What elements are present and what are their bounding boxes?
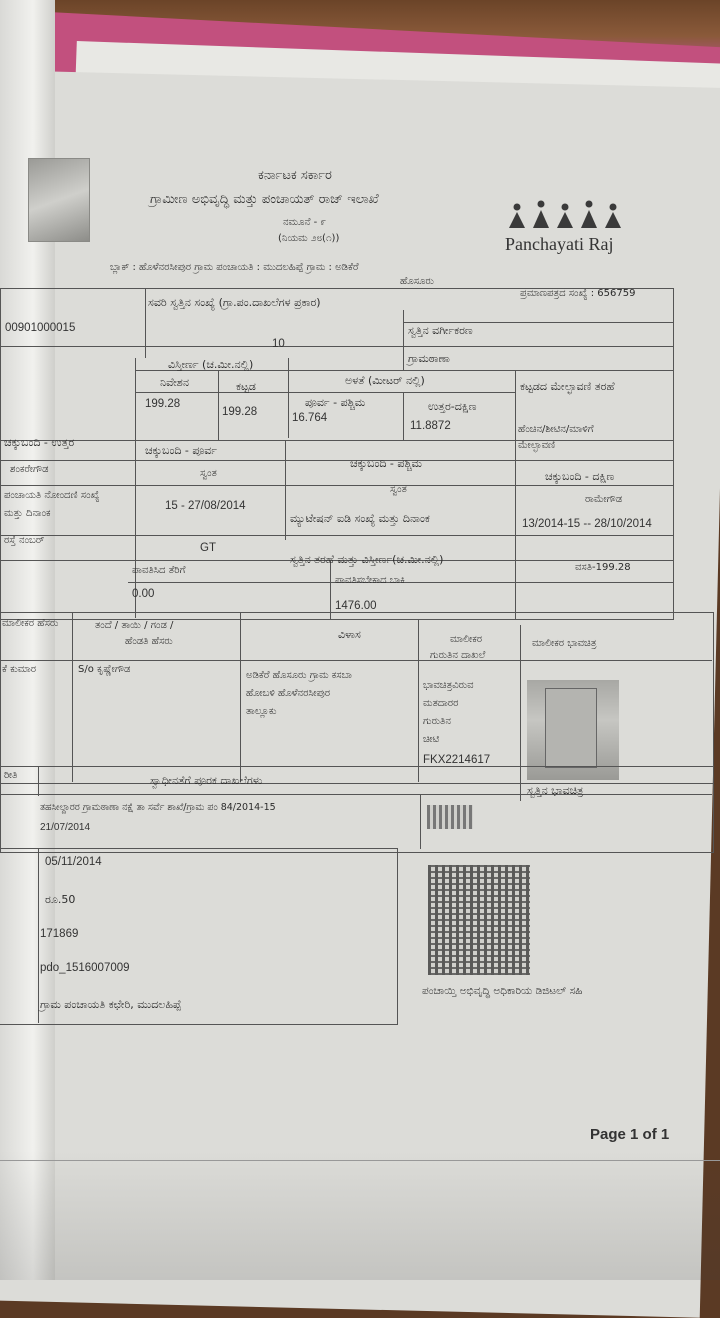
panchayati-raj-text: Panchayati Raj: [505, 234, 614, 254]
receipt-number: 171869: [40, 928, 79, 940]
document-date: 21/07/2014: [40, 822, 91, 833]
qr-code-icon: [428, 865, 530, 975]
owner-photo: [527, 680, 619, 780]
bound-east-label: ಚಕ್ಕುಬಂದಿ - ಪೂರ್ವ: [145, 444, 218, 457]
document-entry: ತಹಸೀಲ್ದಾರರ ಗ್ರಾಮಠಾಣಾ ನಕ್ಷೆ ತಾ ಸರ್ವೆ ಶಾಖೆ/ಗ್ರಾಮ ಪಂ 84/2014-15: [40, 802, 276, 813]
voter-id-number: FKX2214617: [423, 754, 491, 766]
tax-due-label: ಪಾವತಿಸಬೇಕಾದ ಬಾಕಿ: [335, 575, 405, 586]
bound-north-value: ಶಂಕರೇಗೌಡ: [10, 464, 49, 475]
fee-value: ರೂ.50: [45, 893, 76, 906]
id-value-3: ಗುರುತಿನ: [423, 716, 451, 727]
east-west-value: 16.764: [292, 412, 328, 424]
govt-title: ಕರ್ನಾಟಕ ಸರ್ಕಾರ: [258, 168, 332, 183]
north-south-value: 11.8872: [410, 420, 451, 432]
building-label: ಕಟ್ಟಡ: [236, 380, 256, 393]
people-icon: [505, 200, 625, 230]
dimension-label: ಅಳತೆ (ಮೀಟರ್ ನಲ್ಲಿ): [345, 374, 425, 387]
property-photo-label: ಸ್ವತ್ತಿನ ಭಾವಚಿತ್ರ: [527, 784, 584, 797]
bound-south-label: ಚಕ್ಕುಬಂದಿ - ದಕ್ಷಿಣ: [545, 470, 615, 483]
road-label: ರಸ್ತೆ ನಂಬರ್: [4, 535, 45, 546]
department-title: ಗ್ರಾಮೀಣ ಅಭಿವೃದ್ಧಿ ಮತ್ತು ಪಂಚಾಯತ್ ರಾಜ್ ಇಲಾಖೆ: [150, 192, 379, 207]
id-value-2: ಮತದಾರರ: [423, 698, 459, 709]
office-name: ಗ್ರಾಮ ಪಂಚಾಯತಿ ಕಛೇರಿ, ಮುದಲಹಿಪ್ಪೆ: [40, 998, 182, 1011]
issue-date: 05/11/2014: [45, 856, 102, 868]
building-area-value: 199.28: [222, 406, 258, 418]
roof-label: ಕಟ್ಟಡದ ಮೇಲ್ಛಾವಣಿ ತರಹೆ: [520, 380, 615, 393]
address-value-3: ತಾಲ್ಲೂಕು: [246, 706, 277, 717]
tax-paid-value: 0.00: [132, 588, 155, 600]
page-number: Page 1 of 1: [590, 1126, 670, 1143]
id-value: ಭಾವಚಿತ್ರವಿರುವ: [423, 680, 474, 691]
digital-signature-label: ಪಂಚಾಯ್ತಿ ಅಭಿವೃದ್ಧಿ ಅಧಿಕಾರಿಯ ಡಿಜಿಟಲ್ ಸಹಿ: [422, 985, 583, 997]
roof-value-2: ಮೇಲ್ಛಾವಣಿ: [518, 440, 556, 451]
category-label: ಸ್ವತ್ತಿನ ವರ್ಗೀಕರಣ: [408, 324, 473, 337]
address-value-2: ಹೋಬಳಿ ಹೊಳೆನರಸೀಪುರ: [246, 688, 330, 699]
bound-east-value: ಸ್ವಂತ: [200, 468, 217, 479]
site-area-value: 199.28: [145, 398, 181, 410]
owner-name-label: ಮಾಲೀಕರ ಹೆಸರು: [2, 618, 59, 629]
location-line: ಬ್ಲಾಕ್ : ಹೊಳೆನರಸೀಪುರ ಗ್ರಾಮ ಪಂಚಾಯತಿ : ಮುದಲಹಿಪ್ಪೆ ಗ್ರಾಮ : ಅಡಿಕೆರೆ: [110, 262, 359, 273]
panchayati-raj-logo: [505, 200, 630, 254]
id-label-2: ಗುರುತಿನ ದಾಖಲೆ: [430, 650, 486, 661]
property-table: [0, 288, 674, 620]
property-id: 00901000015: [5, 322, 76, 334]
documents-index-label: ರೀತಿ: [4, 770, 18, 781]
registration-value: 15 - 27/08/2014: [165, 500, 246, 512]
karnataka-emblem-icon: [28, 158, 90, 242]
father-label-2: ಹೆಂಡತಿ ಹೆಸರು: [125, 636, 173, 647]
address-label: ವಿಳಾಸ: [338, 628, 361, 641]
person-icon: [545, 688, 597, 768]
registration-label: ಪಂಚಾಯತಿ ನೋಂದಣಿ ಸಂಖ್ಯೆ: [4, 490, 100, 501]
tax-paid-label: ಪಾವತಿಸಿದ ತೆರಿಗೆ: [132, 565, 186, 576]
type-area-value: ವಸತಿ-199.28: [575, 562, 631, 573]
address-value: ಅಡಿಕೆರೆ ಹೊಸೂರು ಗ್ರಾಮ ಕಸಬಾ: [246, 670, 352, 681]
page-shadow: [0, 1150, 720, 1280]
road-value: GT: [200, 542, 216, 554]
father-value: S/o ಕೃಷ್ಣೇಗೌಡ: [78, 664, 131, 675]
father-label: ತಂದೆ / ತಾಯಿ / ಗಂಡ /: [95, 620, 174, 631]
certificate-number: ಪ್ರಮಾಣಪತ್ರದ ಸಂಖ್ಯೆ : 656759: [520, 288, 636, 299]
rule-number: (ನಿಯಮ ೨೮(೧)): [278, 233, 340, 244]
roof-value: ಹೆಂಚಿನ/ಶೀಟಿನ/ಮಾಳಿಗೆ: [518, 424, 594, 435]
location-line-2: ಹೊಸೂರು: [400, 276, 434, 287]
pdo-id: pdo_1516007009: [40, 962, 130, 974]
id-value-4: ಚೀಟಿ: [423, 734, 440, 745]
registration-label-2: ಮತ್ತು ದಿನಾಂಕ: [4, 508, 51, 519]
id-label: ಮಾಲೀಕರ: [450, 634, 483, 645]
supporting-documents-label: ಸ್ವಾಧೀನತೆಗೆ ಪೂರಕ ದಾಖಲೆಗಳು: [150, 774, 263, 787]
bound-north-label: ಚಕ್ಕುಬಂದಿ - ಉತ್ತರ: [4, 436, 75, 449]
property-number-value: 10: [272, 338, 285, 350]
form-number: ನಮೂನೆ - ೯: [283, 217, 326, 228]
bound-west-value: ಸ್ವಂತ: [390, 484, 407, 495]
site-label: ನಿವೇಶನ: [160, 376, 189, 389]
property-photo-thumbnail: [427, 805, 473, 829]
bound-west-label: ಚಕ್ಕುಬಂದಿ - ಪಶ್ಚಿಮ: [350, 457, 423, 470]
tax-due-value: 1476.00: [335, 600, 377, 612]
village-label: ಗ್ರಾಮಠಾಣಾ: [408, 352, 450, 365]
mutation-label: ಮ್ಯುಟೇಷನ್ ಐಡಿ ಸಂಖ್ಯೆ ಮತ್ತು ದಿನಾಂಕ: [290, 512, 430, 525]
property-number-label: ಸವರಿ ಸ್ವತ್ತಿನ ಸಂಖ್ಯೆ (ಗ್ರಾ.ಪಂ.ದಾಖಲೆಗಳ ಪ್ರಕಾರ): [148, 296, 321, 309]
type-area-label: ಸ್ವತ್ತಿನ ತರಹೆ ಮತ್ತು ವಿಸ್ತೀರ್ಣ(ಚ.ಮೀ.ನಲ್ಲಿ): [290, 553, 444, 566]
bound-south-value: ರಾಮೇಗೌಡ: [585, 494, 623, 505]
east-west-label: ಪೂರ್ವ - ಪಶ್ಚಿಮ: [305, 396, 366, 409]
owner-name-value: ಕೆ ಕುಮಾರ: [2, 664, 37, 675]
owner-photo-label: ಮಾಲೀಕರ ಭಾವಚಿತ್ರ: [532, 638, 597, 649]
north-south-label: ಉತ್ತರ-ದಕ್ಷಿಣ: [428, 400, 477, 413]
mutation-value: 13/2014-15 -- 28/10/2014: [522, 518, 652, 530]
area-label: ವಿಸ್ತೀರ್ಣ (ಚ.ಮೀ.ನಲ್ಲಿ): [168, 358, 254, 371]
